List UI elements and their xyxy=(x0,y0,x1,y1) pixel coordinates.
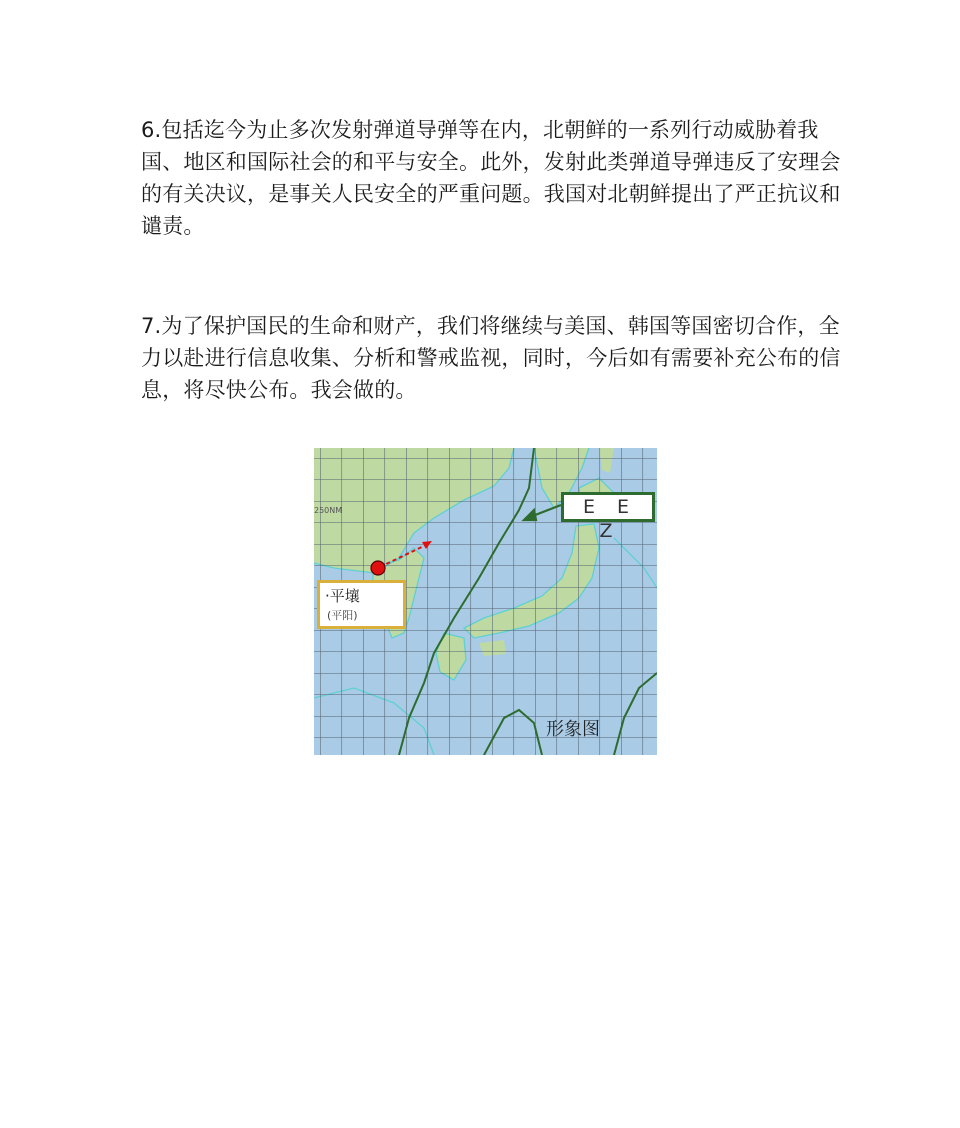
launch-point xyxy=(371,561,385,575)
city-alias: (平阳) xyxy=(327,609,358,622)
paragraph-6: 6.包括迄今为止多次发射弹道导弹等在内，北朝鲜的一系列行动威胁着我国、地区和国际社会的和平与安全。此外，发射此类弹道导弹违反了安理会的有关决议，是事关人民安全的严重问题。我国对北朝鲜提出了严正抗议和谴责。 xyxy=(141,118,841,238)
city-label-box xyxy=(317,580,406,629)
scale-label: 250NM xyxy=(314,506,343,515)
map-caption: 形象图 xyxy=(546,719,600,740)
eez-label: E E Z xyxy=(582,496,638,542)
eez-label-box xyxy=(561,492,655,542)
city-name: ·平壤 xyxy=(325,587,360,605)
paragraph-7: 7.为了保护国民的生命和财产，我们将继续与美国、韩国等国密切合作，全力以赴进行信息收集、分析和警戒监视，同时，今后如有需要补充公布的信息，将尽快公布。我会做的。 xyxy=(141,314,841,402)
map-figure xyxy=(314,448,657,755)
